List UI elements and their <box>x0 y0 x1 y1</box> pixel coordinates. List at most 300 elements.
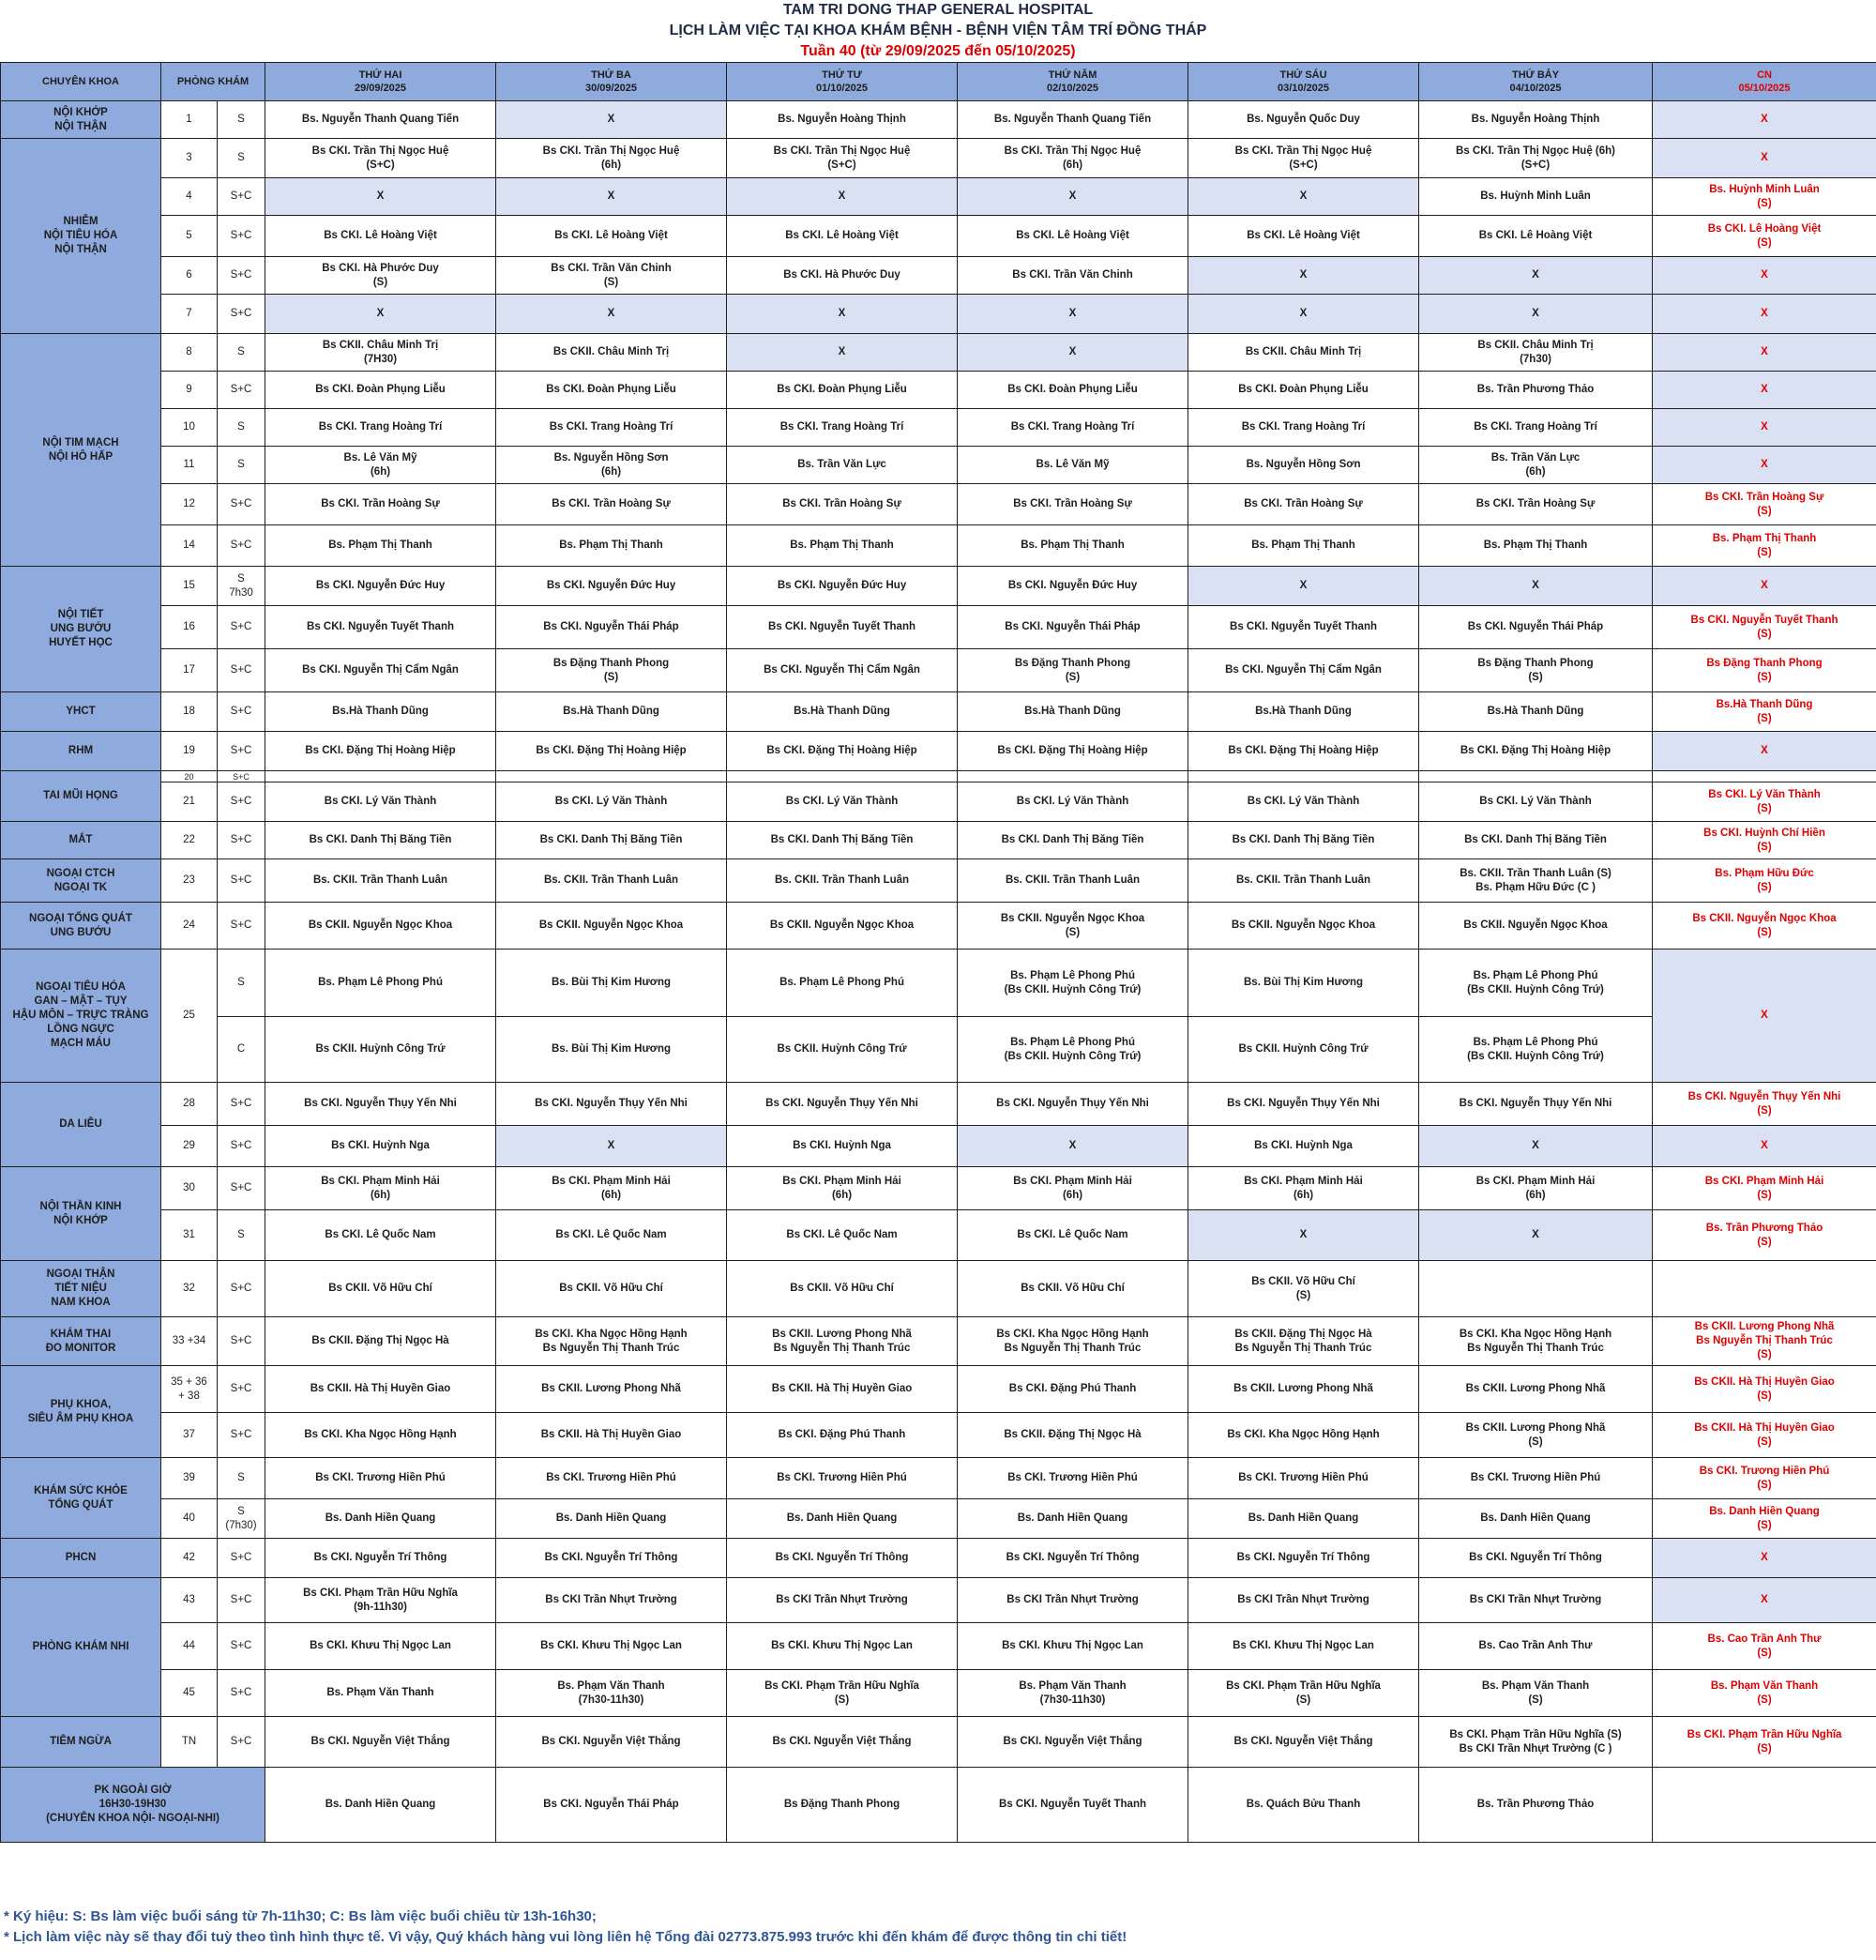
schedule-cell: X <box>1653 139 1876 178</box>
department-cell: TIÊM NGỪA <box>1 1717 161 1768</box>
schedule-cell: Bs CKI. Trần Văn Chinh (S) <box>496 257 727 295</box>
schedule-cell: X <box>1653 1578 1876 1623</box>
table-row <box>1 409 1876 447</box>
session-cell: S+C <box>218 216 265 257</box>
schedule-cell: Bs CKI. Phạm Minh Hải (6h) <box>958 1167 1188 1210</box>
schedule-cell: Bs. Phạm Văn Thanh (S) <box>1419 1670 1653 1717</box>
day-name: THỨ HAI <box>358 69 402 81</box>
schedule-cell: X <box>265 178 496 216</box>
column-header-day <box>265 63 496 101</box>
schedule-cell: X <box>1188 257 1419 295</box>
schedule-cell: Bs. CKII. Trần Thanh Luân <box>727 859 958 903</box>
table-row <box>1 216 1876 257</box>
schedule-cell: Bs CKI. Nguyễn Tuyết Thanh <box>1188 606 1419 649</box>
column-header-day <box>727 63 958 101</box>
schedule-cell: X <box>1653 732 1876 771</box>
schedule-cell <box>265 771 496 782</box>
session-cell: S+C <box>218 903 265 950</box>
schedule-cell: Bs CKI. Trần Văn Chinh <box>958 257 1188 295</box>
schedule-cell: Bs CKI. Huỳnh Nga <box>1188 1126 1419 1167</box>
schedule-cell: Bs CKI. Lê Quốc Nam <box>496 1210 727 1261</box>
room-cell: 6 <box>161 257 218 295</box>
schedule-cell: Bs. Phạm Lê Phong Phú (Bs CKII. Huỳnh Công Trứ) <box>958 1017 1188 1083</box>
table-row <box>1 1366 1876 1413</box>
schedule-cell: Bs CKII. Võ Hữu Chí <box>265 1261 496 1317</box>
table-row <box>1 859 1876 903</box>
table-row <box>1 257 1876 295</box>
room-cell: 19 <box>161 732 218 771</box>
column-header-day <box>1188 63 1419 101</box>
schedule-cell: Bs. Danh Hiền Quang <box>1188 1499 1419 1539</box>
schedule-cell: Bs CKI. Hà Phước Duy (S) <box>265 257 496 295</box>
schedule-cell: Bs. Phạm Lê Phong Phú <box>727 950 958 1017</box>
session-cell: S+C <box>218 1717 265 1768</box>
schedule-cell: Bs CKII. Huỳnh Công Trứ <box>727 1017 958 1083</box>
schedule-cell: Bs. CKII. Trần Thanh Luân <box>496 859 727 903</box>
schedule-cell: Bs CKI. Lê Hoàng Việt <box>1419 216 1653 257</box>
schedule-cell: Bs. Nguyễn Hồng Sơn <box>1188 447 1419 484</box>
schedule-cell: Bs. Phạm Lê Phong Phú (Bs CKII. Huỳnh Công Trứ) <box>958 950 1188 1017</box>
schedule-cell: Bs CKII. Võ Hữu Chí <box>496 1261 727 1317</box>
schedule-cell: Bs CKI. Nguyễn Tuyết Thanh (S) <box>1653 606 1876 649</box>
table-row <box>1 1670 1876 1717</box>
schedule-cell: Bs. Phạm Hữu Đức (S) <box>1653 859 1876 903</box>
department-cell: MẮT <box>1 822 161 859</box>
schedule-cell: Bs CKI. Đặng Thị Hoàng Hiệp <box>496 732 727 771</box>
session-cell: S+C <box>218 1126 265 1167</box>
schedule-cell: X <box>1653 567 1876 606</box>
schedule-cell: X <box>958 1126 1188 1167</box>
session-cell: S <box>218 334 265 372</box>
day-name: CN <box>1757 69 1772 81</box>
table-row <box>1 1717 1876 1768</box>
schedule-cell: Bs. Cao Trần Anh Thư <box>1419 1623 1653 1670</box>
schedule-cell <box>496 771 727 782</box>
schedule-cell: Bs CKI. Khưu Thị Ngọc Lan <box>265 1623 496 1670</box>
schedule-cell: Bs CKI. Trương Hiền Phú <box>1419 1458 1653 1499</box>
schedule-cell: Bs CKI. Nguyễn Thụy Yến Nhi <box>1419 1083 1653 1126</box>
room-cell: 45 <box>161 1670 218 1717</box>
schedule-cell: Bs CKII. Hà Thị Huyền Giao (S) <box>1653 1366 1876 1413</box>
room-cell: 32 <box>161 1261 218 1317</box>
schedule-cell: Bs CKI. Đoàn Phụng Liễu <box>727 372 958 409</box>
schedule-cell: Bs CKI. Trương Hiền Phú <box>496 1458 727 1499</box>
schedule-cell: Bs CKI. Trần Hoàng Sự <box>727 484 958 525</box>
department-cell: PHCN <box>1 1539 161 1578</box>
schedule-cell: Bs CKI. Phạm Minh Hải (6h) <box>1188 1167 1419 1210</box>
schedule-cell: Bs CKI. Trang Hoàng Trí <box>496 409 727 447</box>
schedule-cell: Bs CKI. Trần Thị Ngọc Huệ (S+C) <box>1188 139 1419 178</box>
day-date: 02/10/2025 <box>1046 83 1099 94</box>
schedule-cell: Bs. Nguyễn Hoàng Thịnh <box>727 101 958 139</box>
schedule-cell: Bs. Cao Trần Anh Thư (S) <box>1653 1623 1876 1670</box>
table-row <box>1 1083 1876 1126</box>
schedule-cell: Bs CKI. Nguyễn Thái Pháp <box>958 606 1188 649</box>
schedule-cell: Bs CKI. Trương Hiền Phú <box>727 1458 958 1499</box>
room-cell: 39 <box>161 1458 218 1499</box>
day-date: 04/10/2025 <box>1509 83 1562 94</box>
schedule-cell: Bs. Trần Văn Lực (6h) <box>1419 447 1653 484</box>
schedule-cell: X <box>496 1126 727 1167</box>
table-row <box>1 447 1876 484</box>
schedule-cell: Bs.Hà Thanh Dũng (S) <box>1653 692 1876 732</box>
schedule-cell: Bs CKI. Nguyễn Việt Thắng <box>496 1717 727 1768</box>
room-cell: 9 <box>161 372 218 409</box>
schedule-cell: X <box>727 178 958 216</box>
schedule-cell: Bs CKI. Lý Văn Thành <box>265 782 496 822</box>
room-cell: 23 <box>161 859 218 903</box>
schedule-cell: Bs CKI. Lê Hoàng Việt <box>265 216 496 257</box>
schedule-cell: Bs. CKII. Trần Thanh Luân <box>1188 859 1419 903</box>
department-cell: NGOẠI THẬN TIẾT NIỆU NAM KHOA <box>1 1261 161 1317</box>
room-cell: 15 <box>161 567 218 606</box>
schedule-cell: Bs CKI. Lý Văn Thành <box>1419 782 1653 822</box>
schedule-cell: Bs Đặng Thanh Phong (S) <box>496 649 727 692</box>
schedule-cell: Bs. Trần Văn Lực <box>727 447 958 484</box>
room-cell: 28 <box>161 1083 218 1126</box>
schedule-cell: Bs CKI. Khưu Thị Ngọc Lan <box>727 1623 958 1670</box>
schedule-cell: Bs CKI Trần Nhựt Trường <box>727 1578 958 1623</box>
schedule-cell: Bs CKI. Nguyễn Thụy Yến Nhi <box>496 1083 727 1126</box>
session-cell: S+C <box>218 372 265 409</box>
room-cell: 35 + 36 + 38 <box>161 1366 218 1413</box>
schedule-cell: Bs Đặng Thanh Phong (S) <box>1419 649 1653 692</box>
session-cell: S <box>218 139 265 178</box>
footnotes <box>4 1907 1127 1948</box>
schedule-cell: Bs CKI. Lý Văn Thành <box>496 782 727 822</box>
schedule-cell: Bs CKI. Nguyễn Thị Cẩm Ngân <box>727 649 958 692</box>
schedule-cell: Bs CKI. Phạm Minh Hải (6h) <box>265 1167 496 1210</box>
room-cell: 42 <box>161 1539 218 1578</box>
day-name: THỨ SÁU <box>1279 69 1327 81</box>
room-cell: 14 <box>161 525 218 567</box>
department-cell: KHÁM SỨC KHỎE TỔNG QUÁT <box>1 1458 161 1539</box>
schedule-cell: Bs CKII. Võ Hữu Chí <box>727 1261 958 1317</box>
room-cell: 18 <box>161 692 218 732</box>
schedule-cell: Bs CKI. Đoàn Phụng Liễu <box>496 372 727 409</box>
schedule-cell: Bs. Phạm Thị Thanh <box>496 525 727 567</box>
schedule-cell: Bs CKII. Lương Phong Nhã <box>1188 1366 1419 1413</box>
schedule-cell: Bs CKI. Trần Thị Ngọc Huệ (6h) <box>496 139 727 178</box>
schedule-cell: Bs CKI. Khưu Thị Ngọc Lan <box>496 1623 727 1670</box>
table-row <box>1 1623 1876 1670</box>
room-cell: 24 <box>161 903 218 950</box>
table-row <box>1 692 1876 732</box>
schedule-cell: Bs CKII. Võ Hữu Chí (S) <box>1188 1261 1419 1317</box>
schedule-cell: Bs CKI. Phạm Trần Hữu Nghĩa (S) <box>727 1670 958 1717</box>
session-cell: S+C <box>218 178 265 216</box>
room-cell: 16 <box>161 606 218 649</box>
session-cell: S <box>218 1210 265 1261</box>
schedule-cell: X <box>1188 567 1419 606</box>
schedule-cell: Bs CKI. Lê Quốc Nam <box>727 1210 958 1261</box>
department-cell: YHCT <box>1 692 161 732</box>
table-row <box>1 1261 1876 1317</box>
schedule-cell: Bs CKI. Kha Ngọc Hồng Hạnh <box>1188 1413 1419 1458</box>
schedule-cell: Bs. Nguyễn Quốc Duy <box>1188 101 1419 139</box>
schedule-cell: Bs. Bùi Thị Kim Hương <box>1188 950 1419 1017</box>
schedule-cell: Bs CKI Trần Nhựt Trường <box>1419 1578 1653 1623</box>
session-cell: S <box>218 1458 265 1499</box>
session-cell: S+C <box>218 1261 265 1317</box>
schedule-cell: Bs CKI. Huỳnh Chí Hiền (S) <box>1653 822 1876 859</box>
schedule-cell: Bs. Nguyễn Hoàng Thịnh <box>1419 101 1653 139</box>
schedule-cell: Bs. Huỳnh Minh Luân <box>1419 178 1653 216</box>
schedule-cell: Bs CKI. Lý Văn Thành <box>727 782 958 822</box>
department-cell: NỘI TIM MẠCH NỘI HÔ HẤP <box>1 334 161 567</box>
schedule-cell: Bs CKI. Nguyễn Tuyết Thanh <box>265 606 496 649</box>
schedule-cell: Bs.Hà Thanh Dũng <box>727 692 958 732</box>
schedule-cell: Bs CKI. Nguyễn Tuyết Thanh <box>727 606 958 649</box>
schedule-cell: Bs.Hà Thanh Dũng <box>1419 692 1653 732</box>
schedule-cell: Bs CKI. Trần Hoàng Sự <box>496 484 727 525</box>
day-name: THỨ BA <box>591 69 631 81</box>
schedule-cell: Bs. Danh Hiền Quang <box>1419 1499 1653 1539</box>
room-cell: 33 +34 <box>161 1317 218 1366</box>
schedule-cell: Bs CKI. Khưu Thị Ngọc Lan <box>958 1623 1188 1670</box>
room-cell: 40 <box>161 1499 218 1539</box>
session-cell: S <box>218 950 265 1017</box>
schedule-cell <box>1653 1261 1876 1317</box>
table-row <box>1 101 1876 139</box>
column-header-day <box>1653 63 1876 101</box>
day-name: THỨ BẢY <box>1511 69 1560 81</box>
schedule-cell: Bs CKI. Phạm Trần Hữu Nghĩa (S) <box>1653 1717 1876 1768</box>
schedule-cell: Bs. Phạm Thị Thanh <box>1188 525 1419 567</box>
schedule-cell: Bs CKI. Đặng Thị Hoàng Hiệp <box>1188 732 1419 771</box>
schedule-cell: Bs CKI. Trang Hoàng Trí <box>1188 409 1419 447</box>
table-row <box>1 1499 1876 1539</box>
schedule-cell: X <box>958 178 1188 216</box>
schedule-cell: Bs CKII. Huỳnh Công Trứ <box>1188 1017 1419 1083</box>
schedule-cell: Bs CKI. Nguyễn Trí Thông <box>1419 1539 1653 1578</box>
schedule-cell: Bs. Nguyễn Thanh Quang Tiến <box>958 101 1188 139</box>
schedule-cell: Bs CKI. Phạm Minh Hải (6h) <box>727 1167 958 1210</box>
schedule-cell: Bs CKI. Nguyễn Trí Thông <box>958 1539 1188 1578</box>
schedule-cell: Bs CKI. Trần Thị Ngọc Huệ (S+C) <box>727 139 958 178</box>
after-hours-cell <box>1653 1768 1876 1843</box>
week-range-title: Tuần 40 (từ 29/09/2025 đến 05/10/2025) <box>800 43 1076 59</box>
table-row <box>1 372 1876 409</box>
schedule-cell <box>1188 771 1419 782</box>
room-cell: 43 <box>161 1578 218 1623</box>
session-cell: S+C <box>218 1083 265 1126</box>
schedule-cell: Bs CKI. Hà Phước Duy <box>727 257 958 295</box>
schedule-cell: Bs CKI. Danh Thị Băng Tiền <box>1419 822 1653 859</box>
table-row <box>1 525 1876 567</box>
table-row <box>1 334 1876 372</box>
session-cell: S+C <box>218 525 265 567</box>
after-hours-cell: Bs CKI. Nguyễn Thái Pháp <box>496 1768 727 1843</box>
department-cell: RHM <box>1 732 161 771</box>
schedule-cell: Bs CKI. Trần Thị Ngọc Huệ (6h) <box>958 139 1188 178</box>
schedule-cell: Bs CKI. Lê Hoàng Việt <box>958 216 1188 257</box>
schedule-cell: Bs CKI. Kha Ngọc Hồng Hạnh Bs Nguyễn Thị Thanh Trúc <box>958 1317 1188 1366</box>
room-cell: 11 <box>161 447 218 484</box>
schedule-cell: Bs. Danh Hiền Quang <box>958 1499 1188 1539</box>
schedule-cell: Bs. Phạm Thị Thanh <box>727 525 958 567</box>
room-cell: 37 <box>161 1413 218 1458</box>
schedule-cell: Bs CKI. Nguyễn Đức Huy <box>265 567 496 606</box>
schedule-cell: Bs CKI. Nguyễn Trí Thông <box>727 1539 958 1578</box>
schedule-title: LỊCH LÀM VIỆC TẠI KHOA KHÁM BỆNH - BỆNH VIỆN TÂM TRÍ ĐỒNG THÁP <box>669 23 1207 38</box>
table-row <box>1 732 1876 771</box>
room-cell: 12 <box>161 484 218 525</box>
session-cell: S+C <box>218 1578 265 1623</box>
table-row <box>1 771 1876 782</box>
session-cell: S+C <box>218 649 265 692</box>
schedule-cell: Bs CKI. Nguyễn Thụy Yến Nhi <box>265 1083 496 1126</box>
schedule-cell: Bs. Huỳnh Minh Luân (S) <box>1653 178 1876 216</box>
column-header-day <box>496 63 727 101</box>
schedule-cell: Bs.Hà Thanh Dũng <box>958 692 1188 732</box>
after-hours-row <box>1 1768 1876 1843</box>
schedule-cell <box>958 771 1188 782</box>
after-hours-cell: Bs. Trần Phương Thảo <box>1419 1768 1653 1843</box>
schedule-cell: Bs CKI. Lý Văn Thành <box>958 782 1188 822</box>
schedule-table <box>0 62 1876 1843</box>
table-row <box>1 139 1876 178</box>
schedule-cell: Bs CKI. Huỳnh Nga <box>265 1126 496 1167</box>
schedule-cell: Bs CKI. Lê Hoàng Việt <box>496 216 727 257</box>
room-cell: 44 <box>161 1623 218 1670</box>
schedule-cell: Bs CKII. Lương Phong Nhã <box>496 1366 727 1413</box>
schedule-cell: Bs. Trần Phương Thảo <box>1419 372 1653 409</box>
schedule-cell: X <box>1419 257 1653 295</box>
schedule-cell: Bs. Danh Hiền Quang <box>265 1499 496 1539</box>
session-cell: S <box>218 101 265 139</box>
schedule-cell: Bs CKI. Đoàn Phụng Liễu <box>265 372 496 409</box>
day-date: 29/09/2025 <box>354 83 407 94</box>
header-row <box>1 63 1876 101</box>
session-cell: S+C <box>218 859 265 903</box>
department-cell: NGOẠI TỔNG QUÁT UNG BƯỚU <box>1 903 161 950</box>
session-cell: S+C <box>218 1366 265 1413</box>
schedule-cell: Bs CKII. Nguyễn Ngọc Khoa <box>1419 903 1653 950</box>
schedule-cell: Bs CKI. Trương Hiền Phú <box>265 1458 496 1499</box>
room-cell: 17 <box>161 649 218 692</box>
schedule-cell: Bs CKI. Lê Hoàng Việt <box>1188 216 1419 257</box>
schedule-cell: X <box>1188 295 1419 334</box>
schedule-cell <box>1419 1261 1653 1317</box>
schedule-cell: Bs CKII. Huỳnh Công Trứ <box>265 1017 496 1083</box>
room-cell: 3 <box>161 139 218 178</box>
schedule-cell: Bs CKI. Danh Thị Băng Tiền <box>265 822 496 859</box>
day-name: THỨ NĂM <box>1048 69 1097 81</box>
schedule-cell: Bs CKII. Hà Thị Huyền Giao (S) <box>1653 1413 1876 1458</box>
after-hours-cell: Bs. Quách Bửu Thanh <box>1188 1768 1419 1843</box>
table-row <box>1 1017 1876 1083</box>
session-cell: C <box>218 1017 265 1083</box>
schedule-cell: Bs CKI. Kha Ngọc Hồng Hạnh Bs Nguyễn Thị Thanh Trúc <box>1419 1317 1653 1366</box>
schedule-cell: Bs. CKII. Trần Thanh Luân <box>265 859 496 903</box>
schedule-cell: X <box>958 334 1188 372</box>
schedule-cell: Bs CKII. Hà Thị Huyền Giao <box>496 1413 727 1458</box>
table-row <box>1 295 1876 334</box>
schedule-cell: Bs CKI. Trần Thị Ngọc Huệ (6h) (S+C) <box>1419 139 1653 178</box>
schedule-cell: X <box>1653 1539 1876 1578</box>
schedule-cell: Bs. Bùi Thị Kim Hương <box>496 950 727 1017</box>
schedule-cell: X <box>496 295 727 334</box>
schedule-cell: Bs CKI. Danh Thị Băng Tiền <box>1188 822 1419 859</box>
session-cell: S <box>218 447 265 484</box>
room-cell: 5 <box>161 216 218 257</box>
schedule-cell: Bs CKI. Nguyễn Việt Thắng <box>265 1717 496 1768</box>
department-cell: PHỤ KHOA, SIÊU ÂM PHỤ KHOA <box>1 1366 161 1458</box>
schedule-cell: Bs CKI. Trang Hoàng Trí <box>1419 409 1653 447</box>
table-row <box>1 782 1876 822</box>
schedule-cell: Bs.Hà Thanh Dũng <box>1188 692 1419 732</box>
schedule-cell: Bs CKI. Khưu Thị Ngọc Lan <box>1188 1623 1419 1670</box>
schedule-cell: Bs CKI. Nguyễn Đức Huy <box>727 567 958 606</box>
room-cell: 8 <box>161 334 218 372</box>
table-row <box>1 1210 1876 1261</box>
session-cell: S 7h30 <box>218 567 265 606</box>
schedule-cell: Bs CKII. Đặng Thị Ngọc Hà <box>958 1413 1188 1458</box>
schedule-cell: Bs. Phạm Thị Thanh <box>1419 525 1653 567</box>
column-header-day <box>1419 63 1653 101</box>
session-cell: S+C <box>218 1317 265 1366</box>
schedule-cell: X <box>1653 257 1876 295</box>
department-cell: NỘI TIẾT UNG BƯỚU HUYẾT HỌC <box>1 567 161 692</box>
schedule-cell: Bs CKII. Lương Phong Nhã (S) <box>1419 1413 1653 1458</box>
schedule-cell: Bs CKI. Trang Hoàng Trí <box>727 409 958 447</box>
schedule-cell: X <box>727 295 958 334</box>
schedule-cell: Bs CKI. Huỳnh Nga <box>727 1126 958 1167</box>
schedule-cell: Bs CKI. Nguyễn Trí Thông <box>265 1539 496 1578</box>
schedule-cell: Bs CKI. Nguyễn Việt Thắng <box>727 1717 958 1768</box>
schedule-cell: Bs. Phạm Thị Thanh <box>958 525 1188 567</box>
schedule-cell: Bs CKI. Nguyễn Thụy Yến Nhi <box>958 1083 1188 1126</box>
schedule-cell: Bs CKI Trần Nhựt Trường <box>496 1578 727 1623</box>
schedule-cell: Bs CKII. Đặng Thị Ngọc Hà Bs Nguyễn Thị Thanh Trúc <box>1188 1317 1419 1366</box>
schedule-cell: Bs CKI. Phạm Trần Hữu Nghĩa (S) Bs CKI Trần Nhựt Trường (C ) <box>1419 1717 1653 1768</box>
schedule-cell: Bs. Nguyễn Thanh Quang Tiến <box>265 101 496 139</box>
schedule-cell: Bs. CKII. Trần Thanh Luân <box>958 859 1188 903</box>
schedule-cell: Bs CKI Trần Nhựt Trường <box>1188 1578 1419 1623</box>
schedule-cell: Bs CKII. Lương Phong Nhã Bs Nguyễn Thị Thanh Trúc (S) <box>1653 1317 1876 1366</box>
room-cell: 31 <box>161 1210 218 1261</box>
schedule-cell: Bs CKI. Nguyễn Thụy Yến Nhi (S) <box>1653 1083 1876 1126</box>
schedule-cell: Bs.Hà Thanh Dũng <box>496 692 727 732</box>
room-cell: 7 <box>161 295 218 334</box>
table-row <box>1 1539 1876 1578</box>
schedule-cell: Bs. Lê Văn Mỹ (6h) <box>265 447 496 484</box>
department-cell: NGOẠI TIÊU HÓA GAN – MẬT – TỤY HẬU MÔN – TRỰC TRÀNG LỒNG NGỰC MẠCH MÁU <box>1 950 161 1083</box>
department-cell: NHIỄM NỘI TIÊU HÓA NỘI THẬN <box>1 139 161 334</box>
schedule-cell: Bs. Phạm Lê Phong Phú <box>265 950 496 1017</box>
schedule-cell: Bs. Phạm Thị Thanh (S) <box>1653 525 1876 567</box>
schedule-cell: Bs CKI. Đoàn Phụng Liễu <box>1188 372 1419 409</box>
schedule-cell: X <box>727 334 958 372</box>
schedule-cell: Bs CKI. Đặng Phú Thanh <box>958 1366 1188 1413</box>
department-cell: TAI MŨI HỌNG <box>1 771 161 822</box>
schedule-cell: Bs. Phạm Văn Thanh (S) <box>1653 1670 1876 1717</box>
schedule-cell: Bs CKII. Nguyễn Ngọc Khoa <box>727 903 958 950</box>
schedule-cell: X <box>1653 950 1876 1083</box>
room-cell: 4 <box>161 178 218 216</box>
schedule-cell: Bs CKI. Kha Ngọc Hồng Hạnh Bs Nguyễn Thị Thanh Trúc <box>496 1317 727 1366</box>
schedule-cell: Bs CKI. Nguyễn Thụy Yến Nhi <box>727 1083 958 1126</box>
schedule-cell: Bs CKI. Danh Thị Băng Tiền <box>958 822 1188 859</box>
schedule-cell: Bs CKI. Đặng Thị Hoàng Hiệp <box>1419 732 1653 771</box>
schedule-cell: Bs CKII. Lương Phong Nhã Bs Nguyễn Thị Thanh Trúc <box>727 1317 958 1366</box>
schedule-cell: Bs CKI. Nguyễn Đức Huy <box>496 567 727 606</box>
schedule-cell: X <box>1653 334 1876 372</box>
schedule-cell: X <box>958 295 1188 334</box>
department-cell: PHÒNG KHÁM NHI <box>1 1578 161 1717</box>
schedule-cell: X <box>1419 1210 1653 1261</box>
